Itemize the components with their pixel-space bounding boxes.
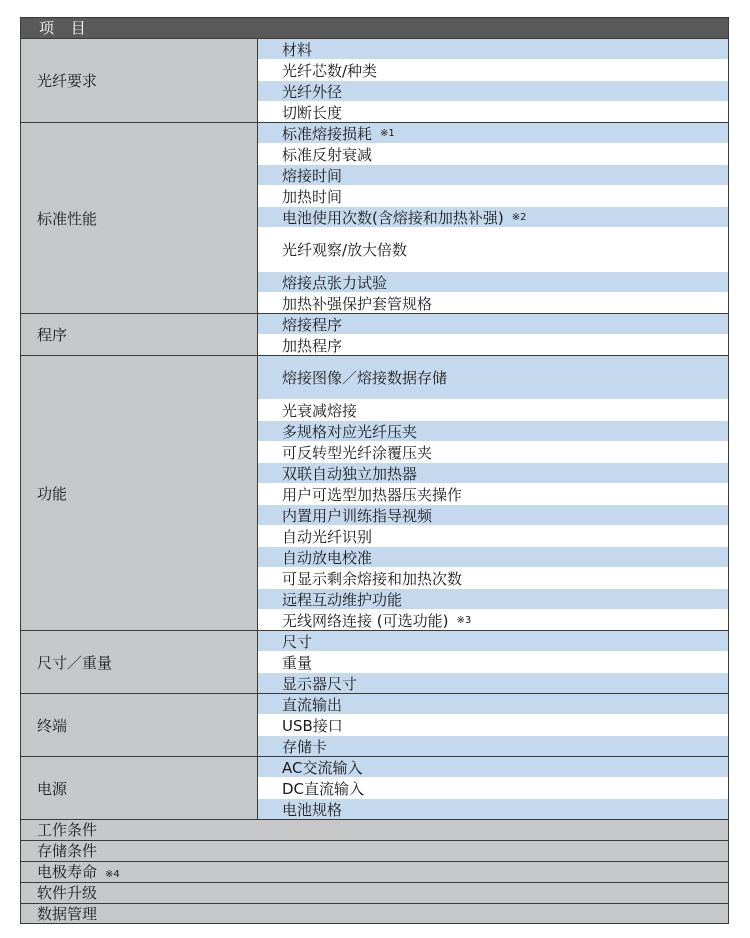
spec-item-label: 无线网络连接 (可选功能) — [282, 611, 449, 630]
spec-item — [258, 102, 728, 122]
spec-item-label: 存储卡 — [282, 737, 328, 756]
spec-item-label: USB接口 — [282, 716, 343, 735]
spec-item — [258, 547, 728, 568]
spec-item-label: 加热时间 — [282, 187, 343, 206]
spec-item — [258, 757, 728, 778]
spec-item — [258, 144, 728, 165]
simple-row-label: 存储条件 — [37, 842, 98, 860]
group-items — [258, 123, 728, 313]
spec-item — [258, 505, 728, 526]
footnote-mark: ※1 — [380, 127, 395, 139]
spec-item — [258, 39, 728, 60]
spec-item — [258, 610, 728, 630]
simple-row-label: 工作条件 — [37, 821, 98, 839]
spec-item — [258, 228, 728, 272]
spec-item — [258, 631, 728, 652]
group-items — [258, 356, 728, 630]
spec-item-label: 用户可选型加热器压夹操作 — [282, 485, 463, 504]
spec-item-label: 熔接图像／熔接数据存储 — [282, 369, 448, 387]
group-items — [258, 314, 728, 355]
group-label: 终端 — [21, 694, 258, 756]
spec-group — [20, 630, 729, 693]
simple-row — [20, 903, 729, 924]
spec-item — [258, 652, 728, 673]
spec-group — [20, 38, 729, 122]
spec-item-label: DC直流输入 — [282, 779, 365, 798]
spec-item — [258, 400, 728, 421]
spec-group — [20, 355, 729, 630]
simple-row — [20, 840, 729, 861]
table-header: 项 目 — [20, 18, 729, 38]
spec-item-label: 可反转型光纤涂覆压夹 — [282, 443, 433, 462]
spec-item-label: 可显示剩余熔接和加热次数 — [282, 569, 463, 588]
footnote-mark: ※2 — [511, 211, 527, 223]
spec-item-label: 标准熔接损耗 — [282, 124, 373, 143]
spec-item-label: 自动放电校准 — [282, 548, 373, 567]
spec-item — [258, 207, 728, 228]
spec-item — [258, 463, 728, 484]
spec-item-label: 电池使用次数(含熔接和加热补强) — [282, 208, 504, 227]
spec-item — [258, 272, 728, 293]
group-items — [258, 694, 728, 756]
spec-item-label: AC交流输入 — [282, 758, 363, 777]
spec-item-label: 熔接点张力试验 — [282, 273, 388, 292]
spec-group — [20, 122, 729, 313]
group-items — [258, 631, 728, 693]
spec-item — [258, 526, 728, 547]
group-label: 功能 — [21, 356, 258, 630]
spec-item-label: 电池规格 — [282, 800, 343, 819]
spec-item-label: 加热补强保护套管规格 — [282, 294, 433, 313]
spec-item-label: 多规格对应光纤压夹 — [282, 422, 418, 441]
spec-item — [258, 123, 728, 144]
spec-item — [258, 421, 728, 442]
spec-item-label: 双联自动独立加热器 — [282, 464, 418, 483]
spec-item — [258, 335, 728, 355]
spec-item-label: 光纤观察/放大倍数 — [282, 241, 408, 259]
group-label: 光纤要求 — [21, 39, 258, 122]
spec-table — [20, 17, 729, 924]
simple-row — [20, 882, 729, 903]
spec-item — [258, 186, 728, 207]
simple-row — [20, 819, 729, 840]
group-items — [258, 39, 728, 122]
spec-item-label: 光纤外径 — [282, 82, 343, 101]
spec-item-label: 内置用户训练指导视频 — [282, 506, 433, 525]
spec-item-label: 熔接时间 — [282, 166, 343, 185]
simple-row-label: 数据管理 — [37, 905, 98, 923]
spec-item — [258, 778, 728, 799]
spec-item-label: 尺寸 — [282, 632, 313, 651]
spec-item — [258, 484, 728, 505]
spec-item — [258, 673, 728, 693]
spec-item — [258, 442, 728, 463]
group-label: 尺寸／重量 — [21, 631, 258, 693]
spec-item-label: 加热程序 — [282, 336, 343, 355]
spec-group — [20, 693, 729, 756]
spec-item — [258, 715, 728, 736]
spec-group — [20, 756, 729, 819]
footnote-mark: ※4 — [105, 869, 120, 880]
group-label: 电源 — [21, 757, 258, 819]
spec-item — [258, 165, 728, 186]
spec-item-label: 直流输出 — [282, 695, 343, 714]
spec-item — [258, 799, 728, 819]
spec-item — [258, 293, 728, 313]
spec-item-label: 自动光纤识别 — [282, 527, 373, 546]
simple-row — [20, 861, 729, 882]
simple-row-label: 电极寿命 — [37, 863, 98, 881]
spec-item — [258, 589, 728, 610]
table-simple-rows — [20, 819, 729, 924]
spec-item — [258, 314, 728, 335]
simple-row-label: 软件升级 — [37, 884, 98, 902]
spec-item — [258, 568, 728, 589]
spec-item — [258, 356, 728, 400]
spec-item-label: 材料 — [282, 40, 313, 59]
footnote-mark: ※3 — [456, 614, 472, 626]
group-label: 程序 — [21, 314, 258, 355]
spec-item-label: 熔接程序 — [282, 315, 343, 334]
spec-item-label: 标准反射衰减 — [282, 145, 373, 164]
spec-group — [20, 313, 729, 355]
spec-item — [258, 736, 728, 756]
spec-item-label: 重量 — [282, 653, 313, 672]
table-groups — [20, 38, 729, 819]
spec-item — [258, 694, 728, 715]
group-label: 标准性能 — [21, 123, 258, 313]
spec-item-label: 光纤芯数/种类 — [282, 61, 378, 80]
spec-item-label: 切断长度 — [282, 103, 343, 122]
spec-item-label: 光衰减熔接 — [282, 401, 358, 420]
spec-item — [258, 81, 728, 102]
group-items — [258, 757, 728, 819]
spec-item-label: 远程互动维护功能 — [282, 590, 403, 609]
spec-item — [258, 60, 728, 81]
spec-item-label: 显示器尺寸 — [282, 674, 358, 693]
